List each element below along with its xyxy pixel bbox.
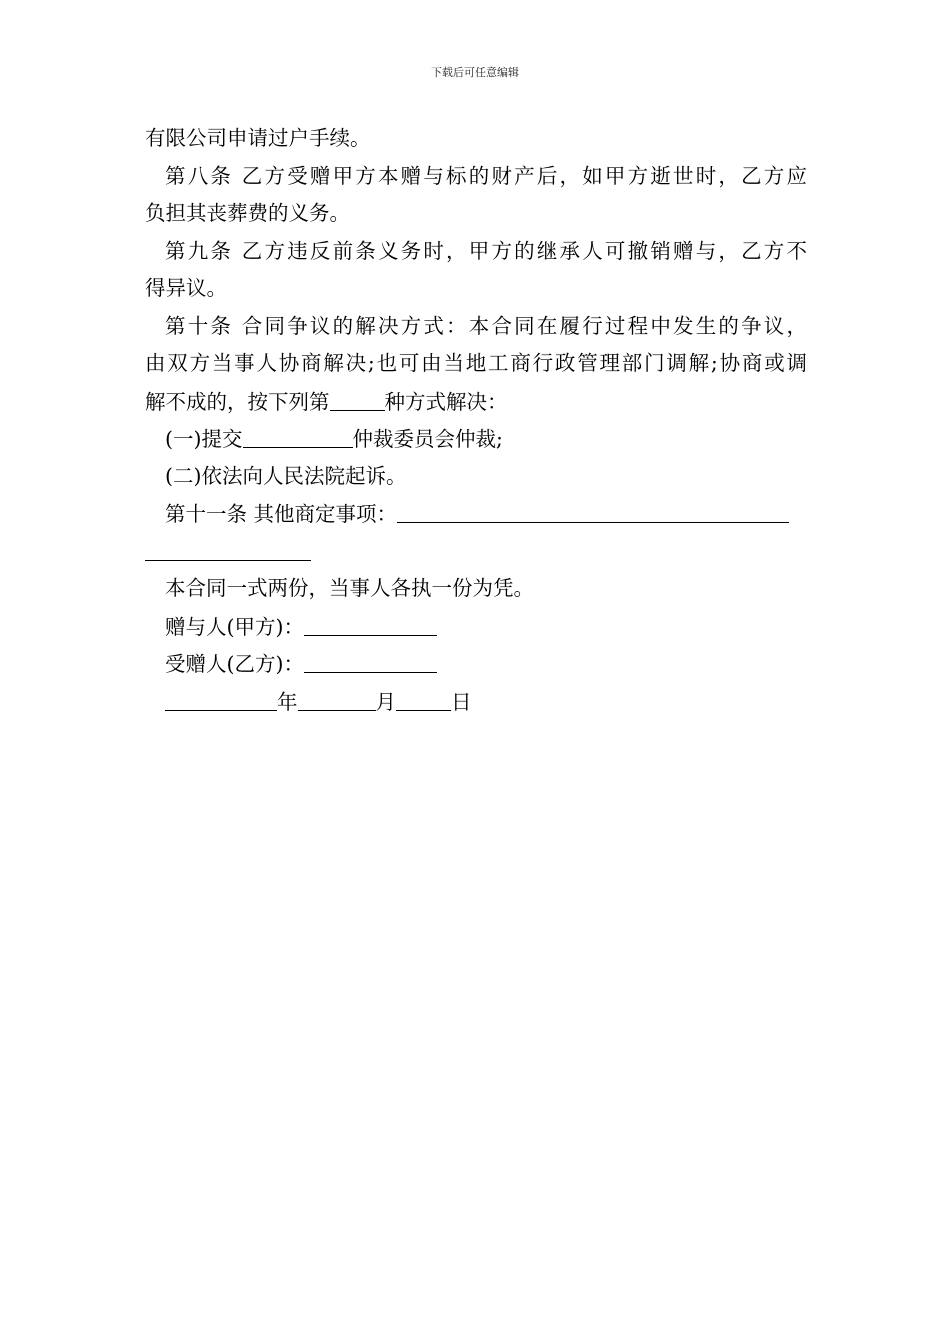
date-line bbox=[145, 683, 807, 721]
year-blank[interactable] bbox=[165, 685, 277, 711]
article-9-line-2: 得异议。 bbox=[145, 276, 227, 300]
article-9-line-1: 第九条 乙方违反前条义务时，甲方的继承人可撤销赠与，乙方不 bbox=[165, 238, 807, 263]
month-label: 月 bbox=[375, 689, 396, 714]
article-11-continuation bbox=[145, 533, 807, 571]
month-blank[interactable] bbox=[298, 685, 376, 711]
other-matters-blank-2[interactable] bbox=[145, 535, 311, 561]
article-11-line bbox=[145, 495, 807, 533]
article-10-line-2: 由双方当事人协商解决;也可由当地工商行政管理部门调解;协商或调 bbox=[145, 351, 807, 375]
day-label: 日 bbox=[451, 689, 472, 714]
donor-signature-line bbox=[145, 608, 807, 646]
donor-label: 赠与人(甲方)： bbox=[165, 614, 304, 639]
method-number-blank[interactable] bbox=[330, 385, 385, 411]
donee-signature-line bbox=[145, 645, 807, 683]
option-1-text-b: 仲裁委员会仲裁; bbox=[352, 427, 503, 451]
other-matters-blank-1[interactable] bbox=[397, 497, 789, 523]
paragraph-line: 有限公司申请过户手续。 bbox=[145, 126, 371, 150]
year-label: 年 bbox=[277, 689, 298, 714]
article-8-line-1: 第八条 乙方受赠甲方本赠与标的财产后，如甲方逝世时，乙方应 bbox=[165, 163, 807, 188]
article-8-line-2: 负担其丧葬费的义务。 bbox=[145, 201, 350, 225]
copies-statement: 本合同一式两份，当事人各执一份为凭。 bbox=[165, 576, 534, 600]
donee-signature-blank[interactable] bbox=[304, 647, 437, 673]
option-1-line bbox=[145, 420, 807, 458]
donee-label: 受赠人(乙方)： bbox=[165, 652, 304, 676]
arbitration-committee-blank[interactable] bbox=[243, 422, 353, 448]
option-2-line: (二)依法向人民法院起诉。 bbox=[165, 463, 407, 488]
day-blank[interactable] bbox=[396, 685, 451, 711]
article-10-text-b: 种方式解决： bbox=[384, 389, 508, 414]
document-body bbox=[145, 120, 807, 720]
donor-signature-blank[interactable] bbox=[304, 610, 437, 636]
article-10-text-a: 解不成的，按下列第 bbox=[145, 389, 330, 414]
article-10-line-3 bbox=[145, 383, 807, 421]
option-1-text-a: (一)提交 bbox=[165, 427, 243, 451]
article-11-text: 第十一条 其他商定事项： bbox=[165, 502, 398, 526]
page-header: 下载后可任意编辑 bbox=[431, 66, 519, 79]
article-10-line-1: 第十条 合同争议的解决方式：本合同在履行过程中发生的争议， bbox=[165, 313, 807, 338]
